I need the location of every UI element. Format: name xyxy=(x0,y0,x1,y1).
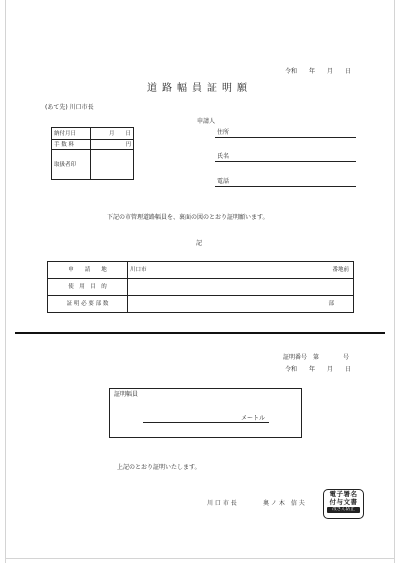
digital-signature-stamp xyxy=(323,489,364,519)
certification-statement: 上記のとおり証明いたします。 xyxy=(117,464,201,471)
request-text: 下記の市管理道路幅員を、裏面の図のとおり証明願います。 xyxy=(107,214,269,221)
details-table xyxy=(47,261,354,313)
address-line xyxy=(215,137,356,138)
certificate-date: 令和 年 月 日 xyxy=(285,366,352,373)
addressee: (あて先) 川口市長 xyxy=(45,104,94,111)
certificate-number: 証明番号 第 号 xyxy=(283,354,350,361)
issuer-title: 川 口 市 長 xyxy=(207,500,237,507)
phone-line xyxy=(215,186,356,187)
issuer-name: 奥 ノ 木 信 夫 xyxy=(263,500,305,507)
location-label: 申 請 地 xyxy=(48,262,128,279)
form-title: 道路幅員証明願 xyxy=(147,83,252,94)
name-label: 氏名 xyxy=(217,153,230,160)
address-label: 住所 xyxy=(217,129,230,136)
page-border-left xyxy=(5,0,6,563)
location-cell xyxy=(128,262,354,279)
application-date: 令和 年 月 日 xyxy=(285,68,352,75)
location-city: 川口市 xyxy=(130,267,147,273)
stamp-footer: 改ざん防止 xyxy=(327,507,360,513)
stamp-cell xyxy=(91,150,134,180)
copies-unit: 部 xyxy=(128,296,354,313)
section-divider xyxy=(15,332,385,334)
page-border-right xyxy=(394,0,395,563)
phone-label: 電話 xyxy=(217,178,230,185)
stamp-line-2: 付与文書 xyxy=(329,498,358,506)
fee-label: 手 数 料 xyxy=(52,140,91,150)
ki-heading: 記 xyxy=(196,240,203,247)
applicant-heading: 申請人 xyxy=(197,118,216,125)
fee-box xyxy=(51,127,134,180)
certified-width-label: 証明幅員 xyxy=(114,391,139,398)
stamp-line-1: 電子署名 xyxy=(329,490,358,498)
purpose-label: 使 用 目 的 xyxy=(48,279,128,296)
purpose-cell xyxy=(128,279,354,296)
fee-unit: 円 xyxy=(91,140,134,150)
receipt-date-label: 納付月日 xyxy=(52,128,91,140)
receipt-date-value: 月 日 xyxy=(91,128,134,140)
name-line xyxy=(215,161,356,162)
page-border-bottom xyxy=(5,558,395,559)
copies-label: 証 明 必 要 部 数 xyxy=(48,296,128,313)
lot-suffix: 番地前 xyxy=(332,267,349,273)
certified-width-box xyxy=(109,388,302,438)
meters-label: メートル xyxy=(241,415,266,422)
stamp-label: 取扱者印 xyxy=(52,150,91,180)
